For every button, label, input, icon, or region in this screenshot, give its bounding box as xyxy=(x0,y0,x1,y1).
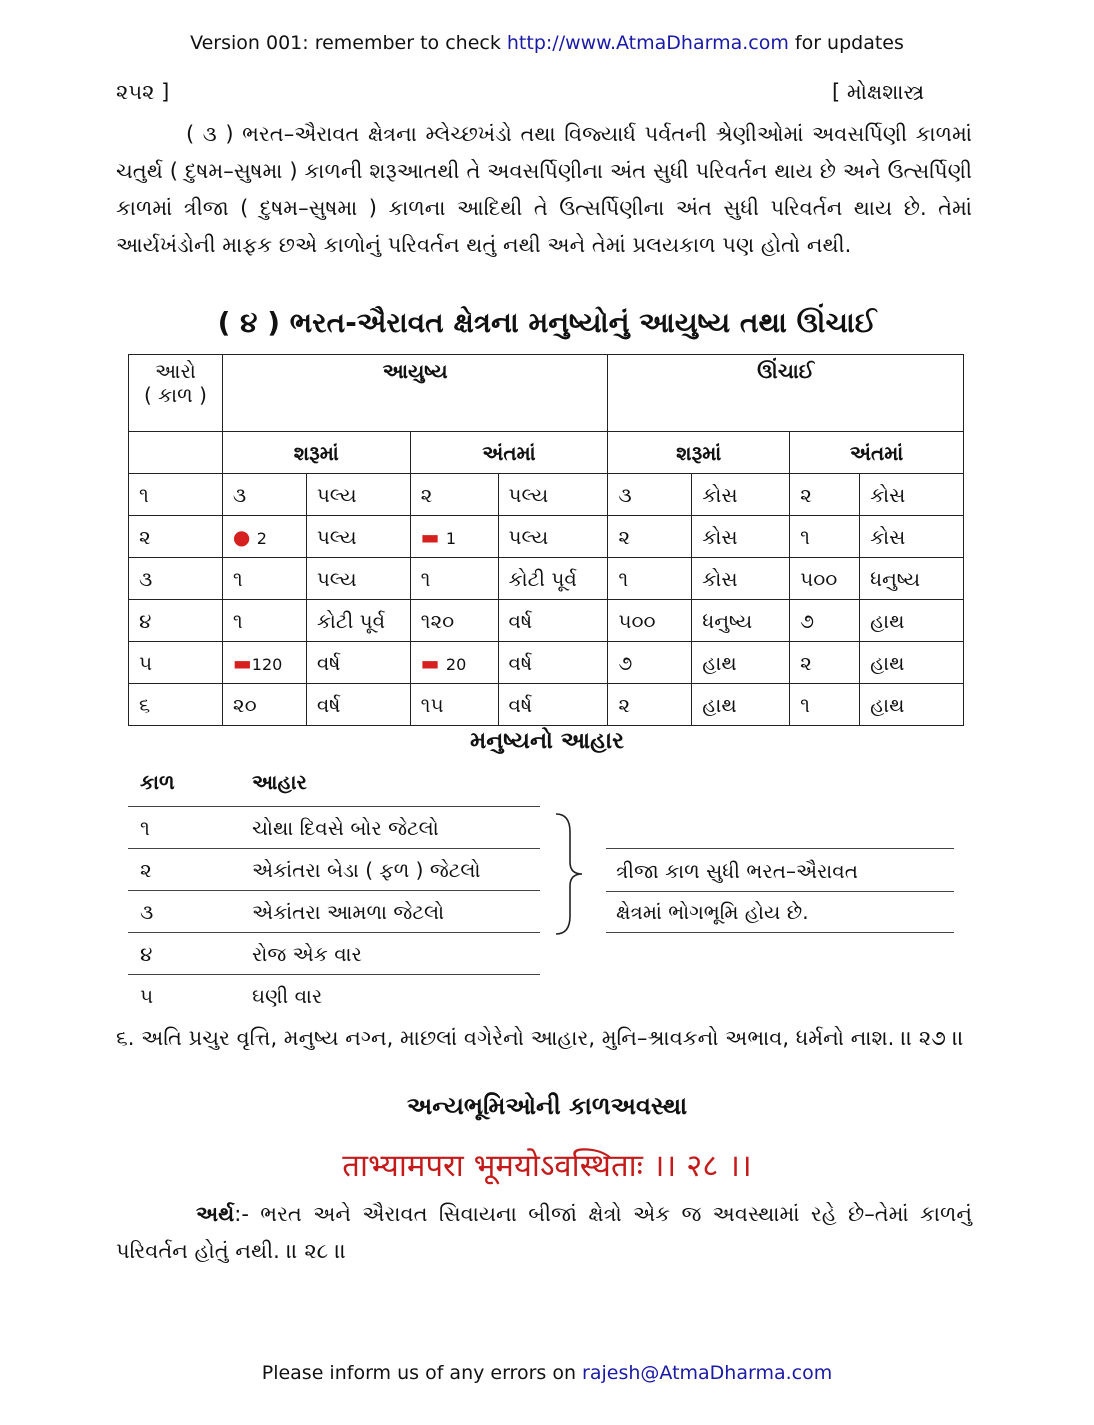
list-item xyxy=(128,806,540,849)
correction-mark-icon: ▬ xyxy=(420,650,440,675)
footer-prefix: Please inform us of any errors on xyxy=(261,1362,583,1384)
corrected-value: 2 xyxy=(256,528,267,548)
food-ahar: રોજ એક વાર xyxy=(252,942,362,966)
table-cell: ૩ xyxy=(608,474,692,516)
table-cell: ૬ xyxy=(129,684,223,726)
table-cell: હાથ xyxy=(692,684,790,726)
page-number: ૨૫૨ ] xyxy=(116,80,170,104)
table-cell: વર્ષ xyxy=(498,642,608,684)
table-cell: કોસ xyxy=(860,516,964,558)
sutra-28: ताभ्यामपरा भूमयोऽवस्थिताः ।। २८ ।। xyxy=(342,1148,752,1184)
table-cell xyxy=(222,516,306,558)
book-title: [ મોક્ષશાસ્ત્ર xyxy=(832,80,925,104)
table-cell: હાથ xyxy=(860,642,964,684)
food-col-kal: કાળ xyxy=(140,770,175,794)
table-cell xyxy=(222,642,306,684)
aro-label: આરો xyxy=(155,359,196,383)
table-cell: હાથ xyxy=(860,684,964,726)
table-cell: વર્ષ xyxy=(498,684,608,726)
food-kal: ૨ xyxy=(140,858,152,882)
unchai-end-header: અંતમાં xyxy=(790,432,964,474)
correction-mark-icon: ▬ xyxy=(232,650,252,675)
ayushya-header: આયુષ્ય xyxy=(222,355,607,432)
food-kal: ૧ xyxy=(140,816,150,840)
food-kal: ૩ xyxy=(140,900,154,924)
food-header-divider xyxy=(128,764,540,807)
table-cell: ૨ xyxy=(129,516,223,558)
correction-mark-icon: ● xyxy=(232,524,251,549)
table-cell: ધનુષ્ય xyxy=(692,600,790,642)
table-cell: ૧ xyxy=(129,474,223,516)
note-line-2: ક્ષેત્રમાં ભોગભૂમિ હોય છે. xyxy=(616,900,809,924)
table-cell: ૭ xyxy=(790,600,860,642)
table-cell: ધનુષ્ય xyxy=(860,558,964,600)
food-kal: ૫ xyxy=(140,984,154,1008)
table-cell: ૨ xyxy=(410,474,498,516)
table-cell: ૪ xyxy=(129,600,223,642)
version-notice xyxy=(0,32,1094,54)
note-line-1-row xyxy=(606,848,954,892)
list-item xyxy=(128,890,540,933)
list-item xyxy=(128,974,540,1016)
website-link[interactable]: http://www.AtmaDharma.com xyxy=(506,32,789,54)
table-cell: કોટી પૂર્વ xyxy=(306,600,410,642)
table-cell: હાથ xyxy=(860,600,964,642)
meaning-paragraph xyxy=(116,1196,972,1270)
food-ahar: એકાંતરા બેડા ( ફળ ) જેટલો xyxy=(252,858,481,882)
table-cell: ૧ xyxy=(608,558,692,600)
table-cell: ૭ xyxy=(608,642,692,684)
note-line-2-row xyxy=(606,890,954,933)
table-row xyxy=(129,516,964,558)
table-cell: ૧ xyxy=(790,684,860,726)
table-cell: પલ્ય xyxy=(498,474,608,516)
food-ahar: એકાંતરા આમળા જેટલો xyxy=(252,900,445,924)
list-item xyxy=(128,932,540,975)
food-ahar: ચોથા દિવસે બોર જેટલો xyxy=(252,816,439,840)
table-cell: ૩ xyxy=(222,474,306,516)
food-col-ahar: આહાર xyxy=(252,770,307,794)
table-cell: પલ્ય xyxy=(306,516,410,558)
table-cell: ૧૫ xyxy=(410,684,498,726)
table-heading: ( ૪ ) ભરત-ઐરાવત ક્ષેત્રના મનુષ્યોનું આયુષ્ય તથા ઊંચાઈ xyxy=(217,306,877,339)
curly-brace-icon xyxy=(552,812,586,936)
table-cell: ૧ xyxy=(410,558,498,600)
table-cell: ૧ xyxy=(790,516,860,558)
ayushya-end-header: અંતમાં xyxy=(410,432,608,474)
table-cell: વર્ષ xyxy=(306,684,410,726)
lifespan-height-table xyxy=(128,354,964,726)
email-link[interactable]: rajesh@AtmaDharma.com xyxy=(582,1362,833,1384)
table-cell: ૧ xyxy=(222,600,306,642)
corrected-value: 120 xyxy=(251,654,283,674)
table-cell: પલ્ય xyxy=(498,516,608,558)
aro-header xyxy=(129,355,223,432)
unchai-start-header: શરૂમાં xyxy=(608,432,790,474)
table-cell: પલ્ય xyxy=(306,474,410,516)
corrected-value: 1 xyxy=(445,528,457,548)
table-row xyxy=(129,474,964,516)
table-cell: વર્ષ xyxy=(306,642,410,684)
table-cell: હાથ xyxy=(692,642,790,684)
paragraph-3: ( ૩ ) ભરત–ઐરાવત ક્ષેત્રના મ્લેચ્છખંડો તથા વિજ્યાર્ધ પર્વતની શ્રેણીઓમાં અવસર્પિણી કાળમાં ચતુર્થ ( દુષમ–સુષમા ) કાળની શરૂઆતથી તે અવસર્પિણીના અંત સુધી પરિવર્તન થાય છે અને ઉત્સર્પિણી કાળમાં ત્રીજા ( દુષમ–સુષમા ) કાળના આદિથી તે ઉત્સર્પિણીના અંત સુધી પરિવર્તન થાય છે. તેમાં આર્યખંડોની માફક છએ કાળોનું પરિવર્તન થતું નથી અને તેમાં પ્રલયકાળ પણ હોતો નથી. xyxy=(116,122,972,257)
paragraph-6: ૬. અતિ પ્રચુર વૃત્તિ, મનુષ્ય નગ્ન, માછલાં વગેરેનો આહાર, મુનિ–શ્રાવકનો અભાવ, ધર્મનો નાશ. ।। ૨૭ ।। xyxy=(116,1026,964,1050)
table-cell: ૨૦ xyxy=(222,684,306,726)
other-lands-heading: અન્યભૂમિઓની કાળઅવસ્થા xyxy=(406,1092,688,1120)
table-cell: ૨ xyxy=(608,684,692,726)
table-row xyxy=(129,684,964,726)
meaning-label: અર્થ xyxy=(196,1202,235,1226)
meaning-text: :- ભરત અને ઐરાવત સિવાયના બીજાં ક્ષેત્રો એક જ અવસ્થામાં રહે છે–તેમાં કાળનું પરિવર્તન હોતું નથી. ।। ૨૮ ।। xyxy=(116,1202,972,1263)
table-cell: ૩ xyxy=(129,558,223,600)
table-cell: ૧૨૦ xyxy=(410,600,498,642)
table-cell: ૧ xyxy=(222,558,306,600)
table-row xyxy=(129,642,964,684)
table-cell: ૫૦૦ xyxy=(790,558,860,600)
note-line-1: ત્રીજા કાળ સુધી ભરત–ઐરાવત xyxy=(616,859,859,883)
table-cell xyxy=(410,642,498,684)
ayushya-start-header: શરૂમાં xyxy=(222,432,410,474)
version-suffix: for updates xyxy=(788,32,904,54)
version-prefix: Version 001: remember to check xyxy=(190,32,507,54)
footer-notice xyxy=(0,1362,1094,1384)
table-cell: ૫૦૦ xyxy=(608,600,692,642)
table-cell: ૨ xyxy=(608,516,692,558)
corrected-value: 20 xyxy=(445,654,467,674)
table-cell xyxy=(410,516,498,558)
food-kal: ૪ xyxy=(140,942,153,966)
table-header-row xyxy=(129,355,964,432)
table-cell: ૨ xyxy=(790,642,860,684)
table-subheader-row xyxy=(129,432,964,474)
table-cell: કોસ xyxy=(692,516,790,558)
table-cell: ૨ xyxy=(790,474,860,516)
food-ahar: ઘણી વાર xyxy=(252,984,323,1008)
table-cell: કોસ xyxy=(860,474,964,516)
table-cell: કોસ xyxy=(692,558,790,600)
table-cell: કોસ xyxy=(692,474,790,516)
list-item xyxy=(128,848,540,891)
table-cell: કોટી પૂર્વ xyxy=(498,558,608,600)
food-heading: મનુષ્યનો આહાર xyxy=(469,728,625,754)
empty-cell xyxy=(129,432,223,474)
correction-mark-icon: ▬ xyxy=(420,524,440,549)
table-row xyxy=(129,600,964,642)
kal-label: ( કાળ ) xyxy=(143,383,207,407)
table-row xyxy=(129,558,964,600)
table-cell: ૫ xyxy=(129,642,223,684)
table-cell: પલ્ય xyxy=(306,558,410,600)
unchai-header: ઊંચાઈ xyxy=(608,355,964,432)
table-cell: વર્ષ xyxy=(498,600,608,642)
